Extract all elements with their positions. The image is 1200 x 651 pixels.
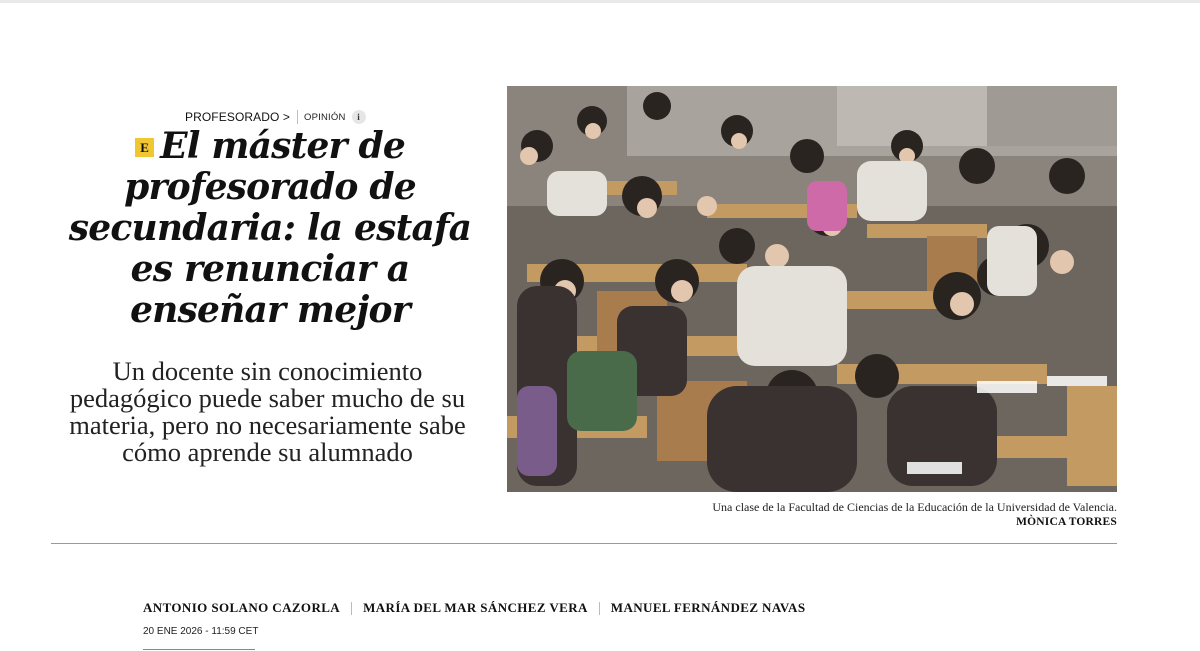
photo-caption bbox=[507, 500, 1117, 530]
subtitle: Un docente sin conocimiento pedagógico puede saber mucho de su materia, pero no necesariamente sabe cómo aprende su alumnado bbox=[69, 356, 466, 467]
author-link[interactable]: MARÍA DEL MAR SÁNCHEZ VERA bbox=[363, 600, 588, 615]
kicker-separator bbox=[297, 110, 298, 124]
kicker bbox=[185, 109, 366, 125]
photo-credit: MÒNICA TORRES bbox=[1016, 516, 1117, 528]
publish-date: 20 ENE 2026 - 11:59 CET bbox=[143, 626, 259, 637]
el-pais-logo-icon: E bbox=[135, 138, 154, 157]
authors bbox=[143, 600, 805, 616]
classroom-photo-icon bbox=[507, 86, 1117, 492]
headline bbox=[50, 126, 490, 331]
section-link[interactable]: PROFESORADO > bbox=[185, 110, 290, 124]
top-bar bbox=[0, 0, 1200, 3]
article-photo[interactable] bbox=[507, 86, 1117, 492]
caption-text: Una clase de la Facultad de Ciencias de la Educación de la Universidad de Valencia. bbox=[712, 500, 1117, 514]
info-icon[interactable]: i bbox=[352, 110, 366, 124]
opinion-label: OPINIÓN bbox=[304, 111, 346, 123]
author-link[interactable]: MANUEL FERNÁNDEZ NAVAS bbox=[610, 600, 806, 615]
divider bbox=[51, 543, 1117, 544]
author-separator bbox=[351, 602, 352, 615]
headline-text: El máster de profesorado de secundaria: la estafa es renunciar a enseñar mejor bbox=[68, 125, 472, 331]
author-separator bbox=[599, 602, 600, 615]
date-rule bbox=[143, 649, 255, 650]
author-link[interactable]: ANTONIO SOLANO CAZORLA bbox=[143, 600, 341, 615]
